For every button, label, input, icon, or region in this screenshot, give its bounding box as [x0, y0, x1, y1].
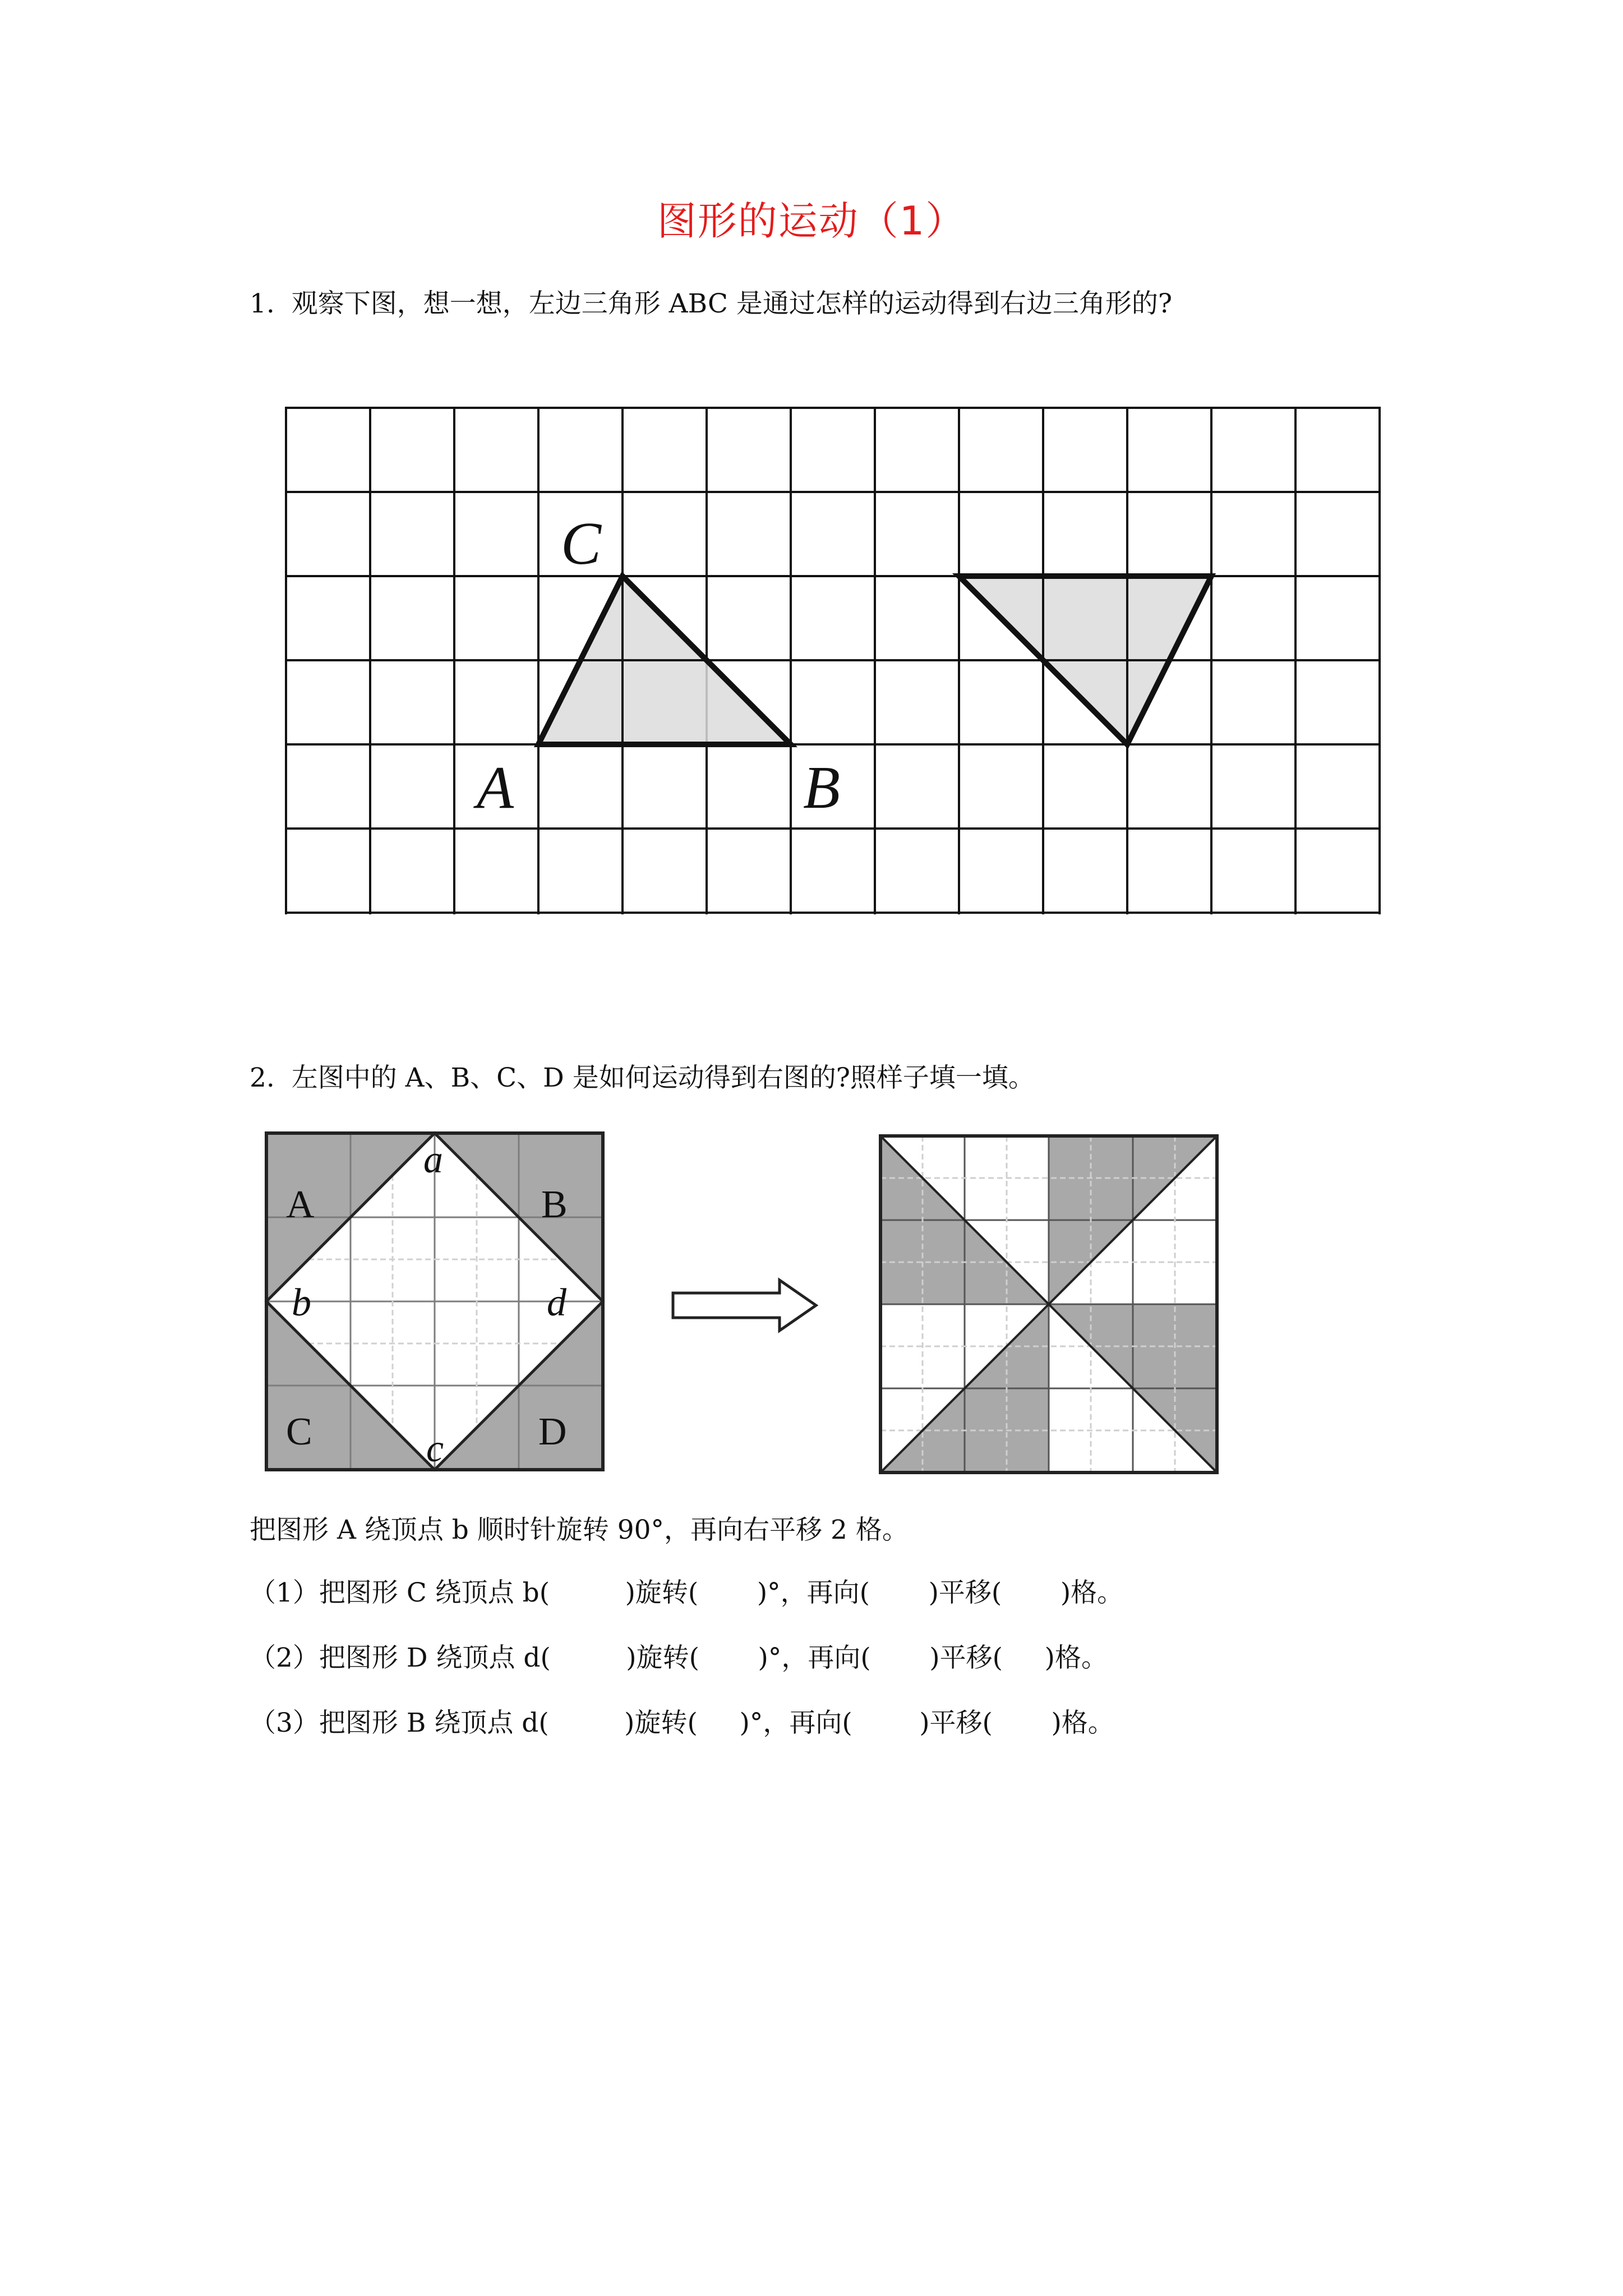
region-a-label: A: [286, 1183, 315, 1226]
label-c: C: [561, 510, 602, 577]
region-d-label: D: [538, 1410, 567, 1453]
example-answer: 把图形 A 绕顶点 b 顺时针旋转 90°，再向右平移 2 格。: [250, 1515, 909, 1545]
label-a: A: [477, 754, 514, 821]
question-2-text: 2. 左图中的 A、B、C、D 是如何运动得到右图的?照样子填一填。: [250, 1062, 1035, 1093]
fill-in-item-3[interactable]: （3）把图形 B 绕顶点 d( )旋转( )°，再向( )平移( )格。: [250, 1708, 1114, 1738]
vertex-d-label: d: [547, 1281, 566, 1324]
region-c-label: C: [286, 1410, 312, 1453]
page-title: 图形的运动（1）: [657, 198, 966, 244]
vertex-c-label: c: [426, 1427, 444, 1470]
region-b-label: B: [541, 1183, 568, 1226]
fill-in-item-1[interactable]: （1）把图形 C 绕顶点 b( )旋转( )°，再向( )平移( )格。: [250, 1577, 1124, 1608]
label-b: B: [803, 754, 840, 821]
vertex-b-label: b: [292, 1281, 311, 1324]
vertex-a-label: a: [423, 1138, 443, 1181]
question-1-text: 1. 观察下图，想一想，左边三角形 ABC 是通过怎样的运动得到右边三角形的?: [250, 288, 1173, 319]
fill-in-item-2[interactable]: （2）把图形 D 绕顶点 d( )旋转( )°，再向( )平移( )格。: [250, 1642, 1108, 1673]
